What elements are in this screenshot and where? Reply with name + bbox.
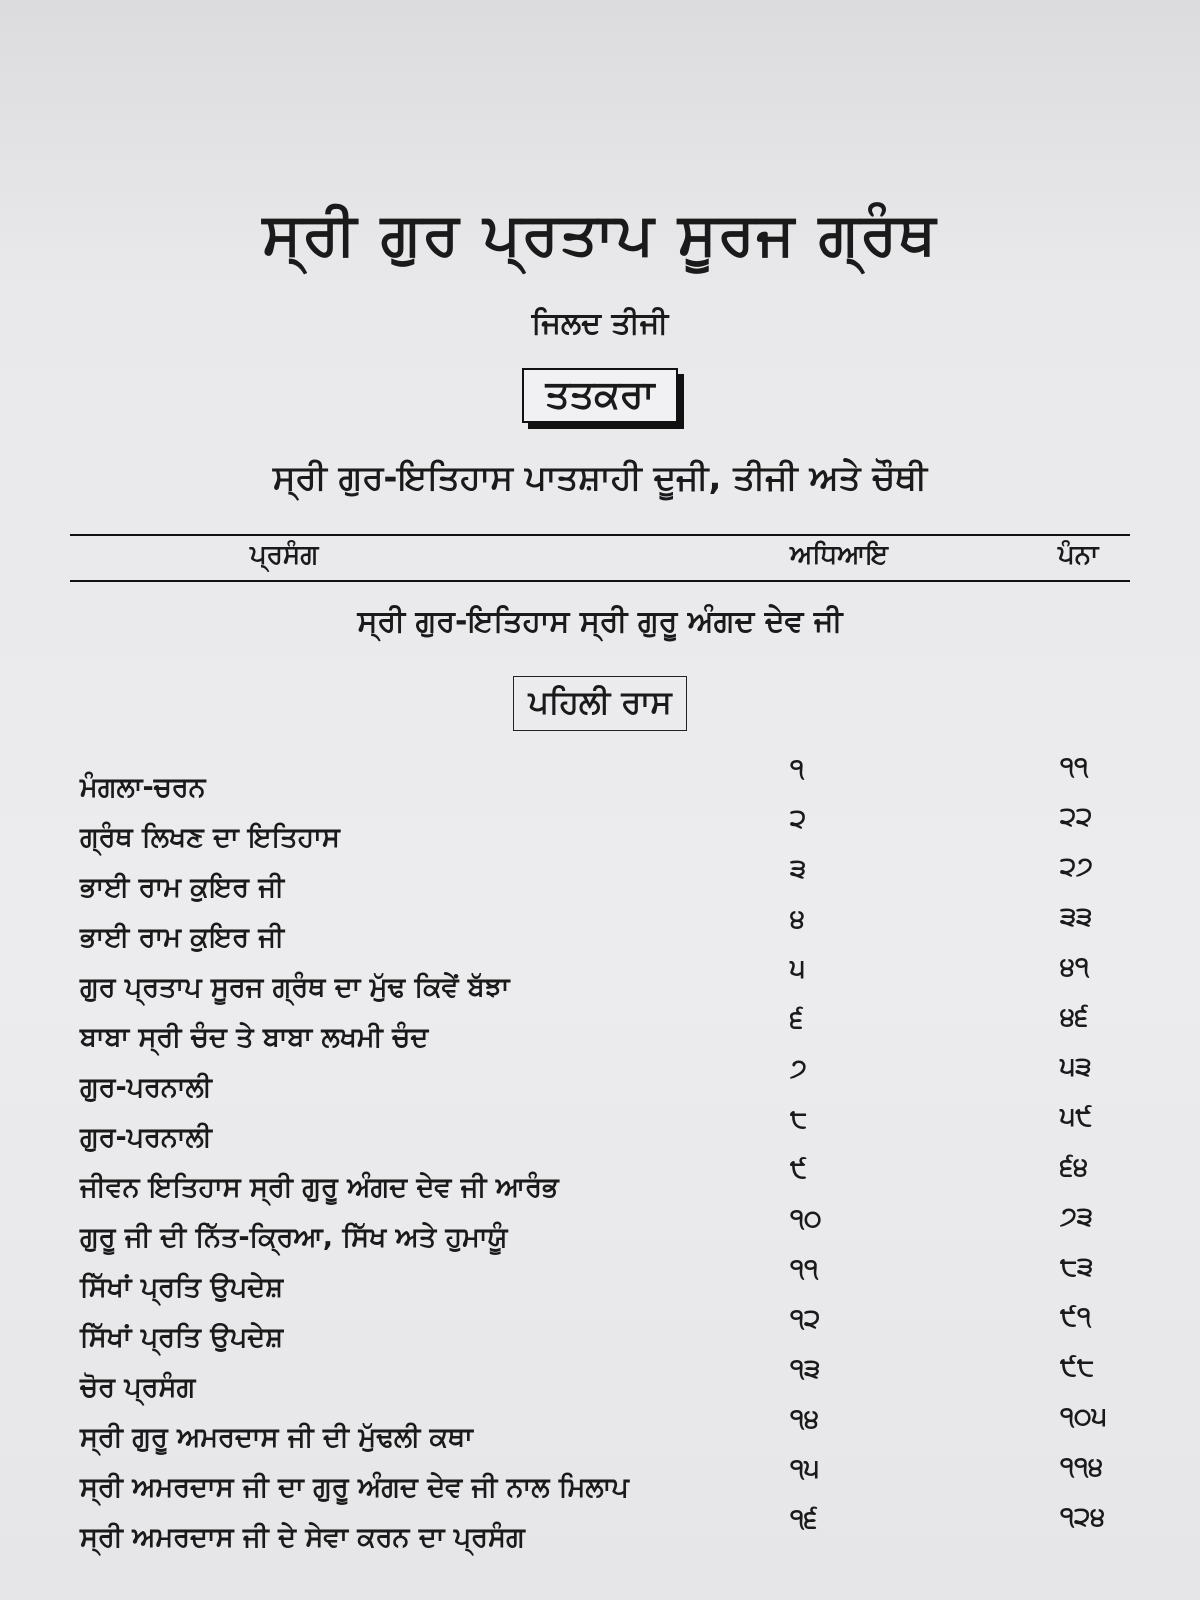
toc-page: ੪੧ (1060, 952, 1090, 982)
volume-label: ਜਿਲਦ ਤੀਜੀ (531, 306, 669, 341)
toc-chapter: ੧੧ (790, 1254, 819, 1284)
toc-chapter: ੩ (790, 854, 807, 884)
part-label: ਪਹਿਲੀ ਰਾਸ (513, 676, 686, 731)
toc-chapter: ੪ (790, 904, 805, 934)
toc-page: ੧੨੪ (1060, 1502, 1106, 1532)
toc-page: ੫੩ (1060, 1052, 1092, 1082)
toc-chapter: ੧੦ (790, 1204, 822, 1234)
toc-row (0, 1152, 1200, 1210)
toc-row (0, 1002, 1200, 1060)
toc-row (0, 1102, 1200, 1160)
toc-chapter: ੧੩ (790, 1354, 821, 1384)
toc-row (0, 752, 1200, 810)
toc-chapter: ੧੪ (790, 1404, 820, 1434)
toc-chapter: ੮ (790, 1104, 808, 1134)
toc-row (0, 952, 1200, 1010)
toc-chapter: ੭ (790, 1054, 807, 1084)
toc-chapter: ੬ (790, 1004, 804, 1034)
toc-row (0, 1052, 1200, 1110)
toc-chapter: ੧੨ (790, 1304, 821, 1334)
toc-topic: ਸ੍ਰੀ ਅਮਰਦਾਸ ਜੀ ਦੇ ਸੇਵਾ ਕਰਨ ਦਾ ਪ੍ਰਸੰਗ (80, 1522, 525, 1553)
toc-page: ੧੧੪ (1060, 1452, 1104, 1482)
section-title: ਸ੍ਰੀ ਗੁਰ-ਇਤਿਹਾਸ ਸ੍ਰੀ ਗੁਰੂ ਅੰਗਦ ਦੇਵ ਜੀ (357, 604, 843, 639)
toc-chapter: ੧੬ (790, 1504, 818, 1534)
toc-row (0, 1352, 1200, 1410)
toc-topic: ਗੁਰ ਪ੍ਰਤਾਪ ਸੂਰਜ ਗ੍ਰੰਥ ਦਾ ਮੁੱਢ ਕਿਵੇਂ ਬੱਝਾ (80, 972, 510, 1003)
toc-topic: ਮੰਗਲਾ-ਚਰਨ (80, 772, 206, 803)
toc-row (0, 1252, 1200, 1310)
toc-chapter: ੯ (790, 1154, 808, 1184)
toc-topic: ਭਾਈ ਰਾਮ ਕੁਇਰ ਜੀ (80, 872, 285, 903)
toc-topic: ਗ੍ਰੰਥ ਲਿਖਣ ਦਾ ਇਤਿਹਾਸ (80, 822, 340, 853)
toc-page: ੯੮ (1060, 1352, 1095, 1382)
toc-topic: ਬਾਬਾ ਸ੍ਰੀ ਚੰਦ ਤੇ ਬਾਬਾ ਲਖਮੀ ਚੰਦ (80, 1022, 429, 1053)
toc-topic: ਗੁਰੂ ਜੀ ਦੀ ਨਿੱਤ-ਕ੍ਰਿਆ, ਸਿੱਖ ਅਤੇ ਹੁਮਾਯੂੰ (80, 1222, 508, 1253)
book-subtitle: ਸ੍ਰੀ ਗੁਰ-ਇਤਿਹਾਸ ਪਾਤਸ਼ਾਹੀ ਦੂਜੀ, ਤੀਜੀ ਅਤੇ ਚੌਥੀ (272, 458, 928, 498)
toc-page: ੨੨ (1060, 802, 1093, 832)
toc-page: ੨੭ (1060, 852, 1093, 882)
contents-heading (0, 368, 1200, 423)
toc-page: ੯੧ (1060, 1302, 1092, 1332)
toc-topic: ਸ੍ਰੀ ਗੁਰੂ ਅਮਰਦਾਸ ਜੀ ਦੀ ਮੁੱਢਲੀ ਕਥਾ (80, 1422, 473, 1453)
toc-row (0, 1452, 1200, 1510)
toc-chapter: ੧ (790, 754, 805, 784)
header-rule-top (70, 534, 1130, 536)
toc-chapter: ੫ (790, 954, 806, 984)
toc-topic: ਸਿੱਖਾਂ ਪ੍ਰਤਿ ਉਪਦੇਸ਼ (80, 1322, 284, 1353)
toc-topic: ਚੋਰ ਪ੍ਰਸੰਗ (80, 1372, 196, 1403)
toc-page: ੧੧ (1060, 752, 1089, 782)
toc-page: ੮੩ (1060, 1252, 1094, 1282)
toc-row (0, 852, 1200, 910)
toc-topic: ਜੀਵਨ ਇਤਿਹਾਸ ਸ੍ਰੀ ਗੁਰੂ ਅੰਗਦ ਦੇਵ ਜੀ ਆਰੰਭ (80, 1172, 559, 1203)
column-header-page: ਪੰਨਾ (1058, 540, 1099, 570)
toc-topic: ਗੁਰ-ਪਰਨਾਲੀ (80, 1122, 212, 1153)
toc-row (0, 1202, 1200, 1260)
toc-page: ੭੩ (1060, 1202, 1093, 1232)
toc-row (0, 1302, 1200, 1360)
part-heading (0, 676, 1200, 731)
toc-page: ੬੪ (1060, 1152, 1089, 1182)
header-rule-bottom (70, 580, 1130, 582)
toc-topic: ਗੁਰ-ਪਰਨਾਲੀ (80, 1072, 212, 1103)
toc-chapter: ੨ (790, 804, 807, 834)
column-header-chapter: ਅਧਿਆਇ (790, 540, 888, 570)
toc-topic: ਸਿੱਖਾਂ ਪ੍ਰਤਿ ਉਪਦੇਸ਼ (80, 1272, 284, 1303)
book-title: ਸ੍ਰੀ ਗੁਰ ਪ੍ਰਤਾਪ ਸੂਰਜ ਗ੍ਰੰਥ (262, 200, 938, 268)
toc-page: ੧੦੫ (1060, 1402, 1107, 1432)
contents-label: ਤਤਕਰਾ (522, 368, 679, 423)
toc-chapter: ੧੫ (790, 1454, 820, 1484)
toc-topic: ਭਾਈ ਰਾਮ ਕੁਇਰ ਜੀ (80, 922, 285, 953)
toc-page: ੫੯ (1060, 1102, 1093, 1132)
toc-page: ੩੩ (1060, 902, 1093, 932)
toc-topic: ਸ੍ਰੀ ਅਮਰਦਾਸ ਜੀ ਦਾ ਗੁਰੂ ਅੰਗਦ ਦੇਵ ਜੀ ਨਾਲ ਮਿਲਾਪ (80, 1472, 629, 1503)
toc-page: ੪੬ (1060, 1002, 1089, 1032)
toc-row (0, 902, 1200, 960)
toc-row (0, 1502, 1200, 1560)
column-header-topic: ਪ੍ਰਸੰਗ (250, 540, 319, 570)
toc-row (0, 802, 1200, 860)
toc-row (0, 1402, 1200, 1460)
